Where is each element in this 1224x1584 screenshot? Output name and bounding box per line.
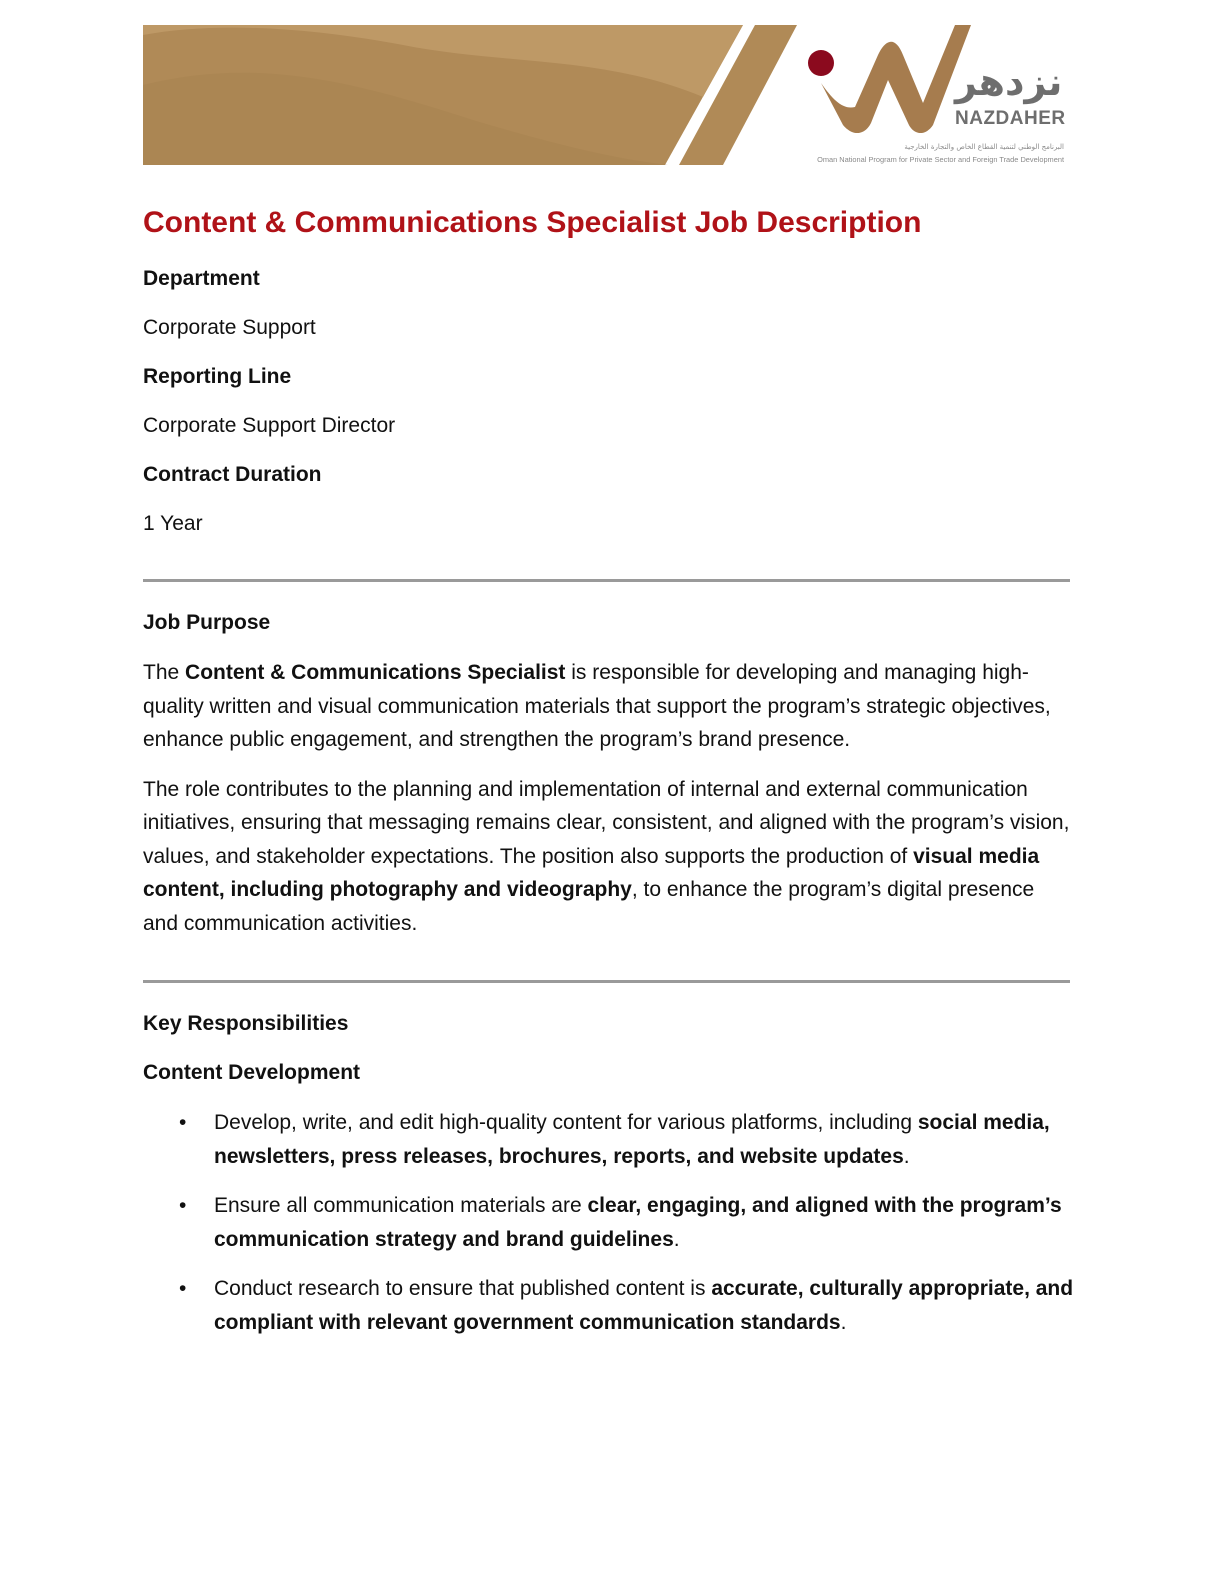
content-development-heading: Content Development bbox=[143, 1061, 361, 1084]
list-item: • Develop, write, and edit high-quality content for various platforms, including social media, newsletters, press releases, brochures, reports, and website updates. bbox=[143, 1106, 1074, 1173]
logo-english-text: NAZDAHER bbox=[955, 108, 1066, 129]
department-label: Department bbox=[143, 267, 260, 290]
bullet-icon: • bbox=[179, 1111, 187, 1134]
list-item: • Ensure all communication materials are clear, engaging, and aligned with the program’s communication strategy and brand guidelines. bbox=[143, 1189, 1074, 1256]
logo-subtitle-english: Oman National Program for Private Sector and Foreign Trade Development bbox=[817, 155, 1064, 164]
job-purpose-paragraph-2: The role contributes to the planning and implementation of internal and external communication initiatives, ensuring that messaging remains clear, consistent, and aligned with the program’s vision, values, and stakeholder expectations. The position also supports the production of visual media content, including photography and videography, to enhance the program’s digital presence and communication activities. bbox=[143, 777, 1070, 935]
responsibilities-list bbox=[143, 1106, 1073, 1339]
key-responsibilities-heading: Key Responsibilities bbox=[143, 1012, 349, 1035]
logo-n-icon bbox=[821, 25, 971, 133]
logo-subtitle-arabic: البرنامج الوطني لتنمية القطاع الخاص والتجارة الخارجية bbox=[904, 143, 1064, 151]
job-purpose-paragraph-1: The Content & Communications Specialist is responsible for developing and managing high-quality written and visual communication materials that support the program’s strategic objectives, enhance public engagement, and strengthen the program’s brand presence. bbox=[143, 661, 1051, 751]
document-body bbox=[143, 200, 1073, 1339]
list-item: • Conduct research to ensure that published content is accurate, culturally appropriate, and compliant with relevant government communication standards. bbox=[143, 1272, 1074, 1339]
page-title: Content & Communications Specialist Job Description bbox=[143, 206, 922, 239]
contract-duration-value: 1 Year bbox=[143, 512, 203, 535]
logo-arabic-text: نزدهر bbox=[955, 60, 1063, 104]
reporting-line-value: Corporate Support Director bbox=[143, 414, 396, 437]
bullet-icon: • bbox=[179, 1277, 187, 1300]
job-purpose-heading: Job Purpose bbox=[143, 611, 271, 634]
reporting-line-label: Reporting Line bbox=[143, 365, 292, 388]
logo-dot-icon bbox=[808, 50, 834, 76]
contract-duration-label: Contract Duration bbox=[143, 463, 322, 486]
bullet-icon: • bbox=[179, 1194, 187, 1217]
department-value: Corporate Support bbox=[143, 316, 316, 339]
